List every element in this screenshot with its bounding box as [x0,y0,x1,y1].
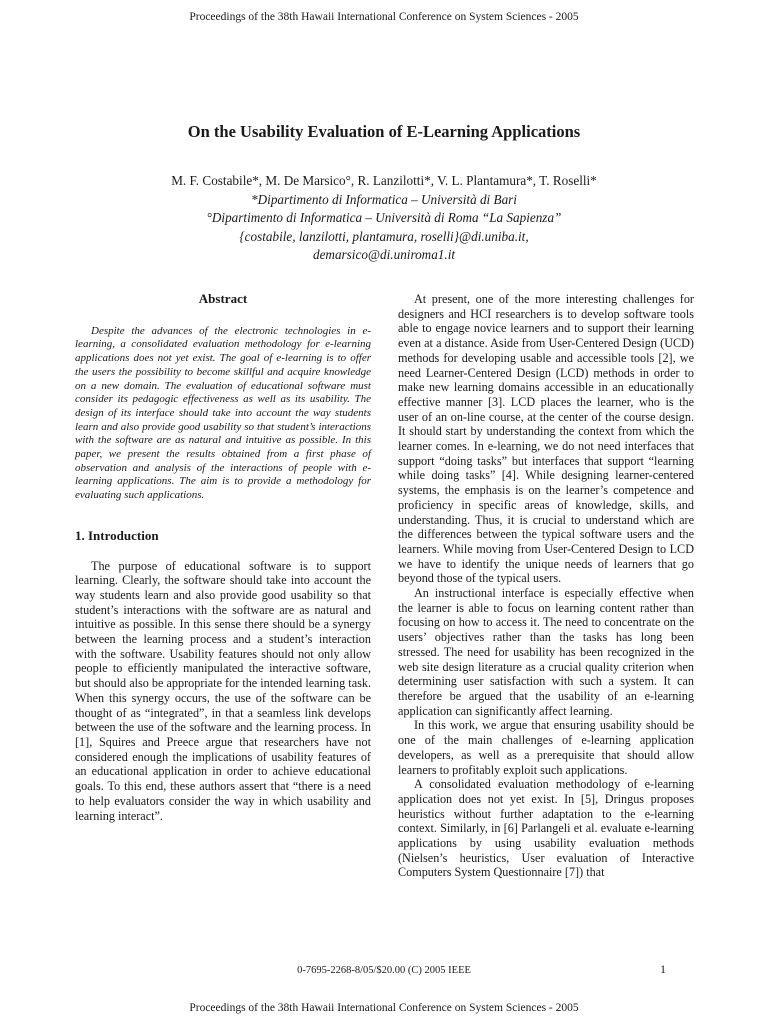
paper-title: On the Usability Evaluation of E-Learning Applications [187,122,581,141]
body-paragraph: A consolidated evaluation methodology of e-learning application does not yet exist. In [5], Dringus proposes heuristics without further adaptation to the e-learning context. Similarly, in [6] Parlangeli et al. evaluate e-learning applications by using usability evaluation methods (Nielsen’s heuristics, User evaluation of Interactive Computers System Questionnaire [7]) that [398,777,694,880]
body-paragraph: In this work, we argue that ensuring usability should be one of the main challenges of e-learning application developers, as well as a prerequisite that should allow learners to profitably exploit such applications. [398,718,694,777]
author-names: M. F. Costabile*, M. De Marsico°, R. Lanzilotti*, V. L. Plantamura*, T. Roselli* [171,173,597,188]
body-paragraph: An instructional interface is especially effective when the learner is able to focus on learning content rather than focusing on how to access it. The need to concentrate on the users’ objectives rather than the tasks has long been stressed. The need for usability has been recognized in the web site design literature as a crucial quality criterion when determining user satisfaction with such a system. It can therefore be argued that the usability of an e-learning application can significantly affect learning. [398,586,694,718]
affiliation-roma: °Dipartimento di Informatica – Università di Roma “La Sapienza” [206,210,562,225]
running-header: Proceedings of the 38th Hawaii International Conference on System Sciences - 2005 [189,11,579,23]
page-number: 1 [660,962,666,976]
author-emails-2: demarsico@di.uniroma1.it [312,247,456,262]
introduction-heading: 1. Introduction [75,527,159,543]
abstract-text: Despite the advances of the electronic technologies in e-learning, a consolidated evaluation methodology for e-learning applications does not yet exist. The goal of e-learning is to offer the users the possibility to become skillful and acquire knowledge on a new domain. The evaluation of educational software must consider its pedagogic effectiveness as well as its usability. The design of its interface should take into account the way students learn and also provide good usability so that student’s interactions with the software are as natural and intuitive as possible. In this paper, we present the results obtained from a first phase of observation and analysis of the interactions of people with e-learning applications. The aim is to provide a methodology for evaluating such applications. [75,324,371,502]
abstract-heading: Abstract [198,291,248,306]
introduction-paragraph: The purpose of educational software is to support learning. Clearly, the software should take into account the way students learn and also provide good usability so that student’s interactions with the software are as natural and intuitive as possible. In this sense there should be a synergy between the learning process and a student’s interaction with the software. Usability features should not only allow people to efficiently manipulated the interactive software, but should also be appropriate for the intended learning task. When this synergy occurs, the use of the software can be thought of as “integrated”, in that a seamless link develops between the use of the software and the learning process. In [1], Squires and Preece argue that researchers have not considered enough the implications of usability features of an educational application in order to achieve educational goals. To this end, these authors assert that “there is a need to help evaluators consider the way in which usability and learning interact”. [75,558,371,823]
affiliation-bari: *Dipartimento di Informatica – Università di Bari [251,191,517,207]
body-paragraph: At present, one of the more interesting challenges for designers and HCI researchers is to develop software tools able to engage novice learners and to support their learning even at a distance. Aside from User-Centered Design (UCD) methods for developing usable and accessible tools [2], we need Learner-Centered Design (LCD) methods in order to make new learning domains accessible in an educationally effective manner [3]. LCD places the learner, who is the user of an on-line course, at the center of the course design. It should start by understanding the context from which the learner comes. In e-learning, we do not need interfaces that support “doing tasks” but interfaces that support “learning while doing tasks” [4]. While designing learner-centered systems, the emphasis is on the learner’s competence and proficiency in specific areas of knowledge, skills, and understanding. Thus, it is crucial to understand which are the differences between the typical software users and the learners. While moving from User-Centered Design to LCD we have to identify the unique needs of learners that go beyond those of the typical users. [398,292,694,586]
copyright-footer: 0-7695-2268-8/05/$20.00 (C) 2005 IEEE [297,965,471,976]
author-emails-1: {costabile, lanzilotti, plantamura, roselli}@di.uniba.it, [239,228,529,244]
author-block [0,172,768,265]
running-footer: Proceedings of the 38th Hawaii International Conference on System Sciences - 2005 [189,1002,579,1014]
left-column [75,292,371,823]
right-column [398,292,694,880]
